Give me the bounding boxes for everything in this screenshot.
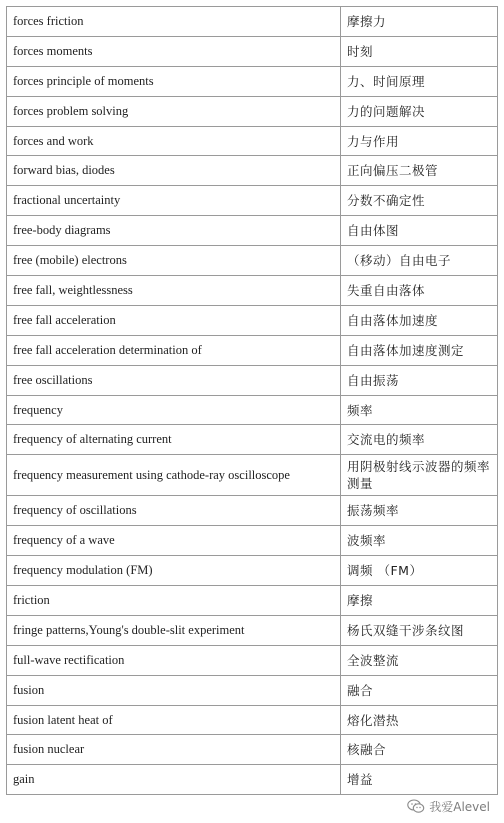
english-term: forces friction (7, 7, 341, 37)
chinese-term: 调频 （FM） (341, 556, 498, 586)
glossary-body (7, 7, 498, 795)
chinese-term: 频率 (341, 395, 498, 425)
chinese-term: 波频率 (341, 526, 498, 556)
english-term: fusion nuclear (7, 735, 341, 765)
chinese-term: 摩擦 (341, 586, 498, 616)
table-row (7, 276, 498, 306)
table-row (7, 66, 498, 96)
chinese-term: 力与作用 (341, 126, 498, 156)
chinese-term: 分数不确定性 (341, 186, 498, 216)
table-row (7, 455, 498, 496)
english-term: forward bias, diodes (7, 156, 341, 186)
chinese-term: 振荡频率 (341, 496, 498, 526)
chinese-term: 交流电的频率 (341, 425, 498, 455)
chinese-term: （移动）自由电子 (341, 246, 498, 276)
table-row (7, 365, 498, 395)
chinese-term: 核融合 (341, 735, 498, 765)
table-row (7, 765, 498, 795)
english-term: free (mobile) electrons (7, 246, 341, 276)
english-term: free fall acceleration determination of (7, 335, 341, 365)
table-row (7, 246, 498, 276)
english-term: forces moments (7, 36, 341, 66)
english-term: fusion latent heat of (7, 705, 341, 735)
wechat-icon (407, 799, 425, 814)
english-term: free fall acceleration (7, 305, 341, 335)
table-row (7, 735, 498, 765)
table-row (7, 96, 498, 126)
english-term: fringe patterns,Young's double-slit experiment (7, 615, 341, 645)
watermark-text: 我爱Alevel (429, 800, 490, 814)
chinese-term: 自由体图 (341, 216, 498, 246)
chinese-term: 时刻 (341, 36, 498, 66)
table-row (7, 36, 498, 66)
chinese-term: 摩擦力 (341, 7, 498, 37)
english-term: forces problem solving (7, 96, 341, 126)
chinese-term: 力、时间原理 (341, 66, 498, 96)
chinese-term: 融合 (341, 675, 498, 705)
table-row (7, 305, 498, 335)
english-term: fractional uncertainty (7, 186, 341, 216)
chinese-term: 失重自由落体 (341, 276, 498, 306)
table-row (7, 645, 498, 675)
english-term: frequency modulation (FM) (7, 556, 341, 586)
english-term: frequency of alternating current (7, 425, 341, 455)
chinese-term: 自由落体加速度 (341, 305, 498, 335)
glossary-table (6, 6, 498, 795)
english-term: full-wave rectification (7, 645, 341, 675)
english-term: free fall, weightlessness (7, 276, 341, 306)
chinese-term: 熔化潜热 (341, 705, 498, 735)
chinese-term: 力的问题解决 (341, 96, 498, 126)
table-row (7, 335, 498, 365)
english-term: forces and work (7, 126, 341, 156)
table-row (7, 615, 498, 645)
table-row (7, 675, 498, 705)
chinese-term: 自由振荡 (341, 365, 498, 395)
english-term: free-body diagrams (7, 216, 341, 246)
table-row (7, 7, 498, 37)
table-row (7, 425, 498, 455)
english-term: frequency (7, 395, 341, 425)
table-row (7, 526, 498, 556)
table-row (7, 705, 498, 735)
table-row (7, 496, 498, 526)
table-row (7, 556, 498, 586)
english-term: gain (7, 765, 341, 795)
table-row (7, 395, 498, 425)
chinese-term: 杨氏双缝干涉条纹图 (341, 615, 498, 645)
chinese-term: 正向偏压二极管 (341, 156, 498, 186)
watermark (407, 798, 490, 815)
chinese-term: 自由落体加速度测定 (341, 335, 498, 365)
english-term: forces principle of moments (7, 66, 341, 96)
english-term: frequency of oscillations (7, 496, 341, 526)
table-row (7, 126, 498, 156)
english-term: frequency of a wave (7, 526, 341, 556)
chinese-term: 全波整流 (341, 645, 498, 675)
english-term: friction (7, 586, 341, 616)
english-term: fusion (7, 675, 341, 705)
table-row (7, 156, 498, 186)
table-row (7, 186, 498, 216)
table-row (7, 586, 498, 616)
english-term: frequency measurement using cathode-ray oscilloscope (7, 455, 341, 496)
table-row (7, 216, 498, 246)
chinese-term: 用阴极射线示波器的频率测量 (341, 455, 498, 496)
chinese-term: 增益 (341, 765, 498, 795)
english-term: free oscillations (7, 365, 341, 395)
